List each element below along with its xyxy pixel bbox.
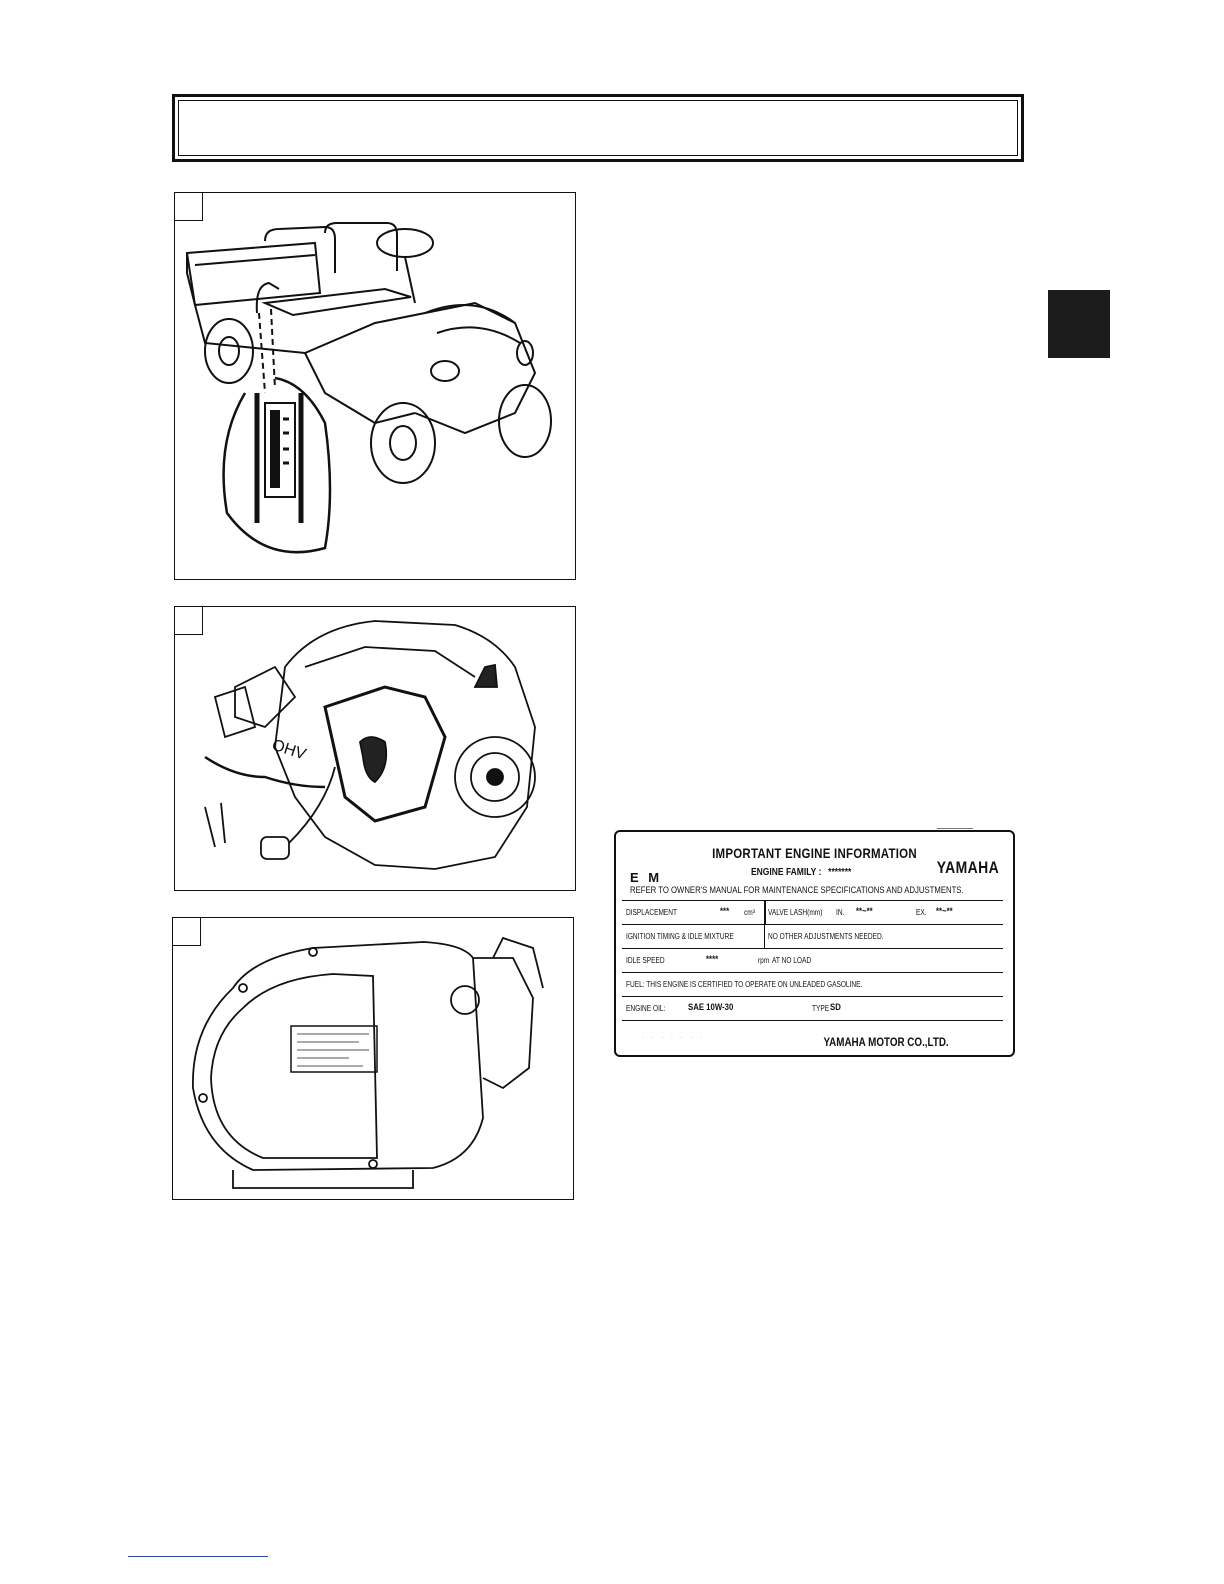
no-other-adjustments: NO OTHER ADJUSTMENTS NEEDED. <box>768 932 884 941</box>
refer-note: REFER TO OWNER'S MANUAL FOR MAINTENANCE SPECIFICATIONS AND ADJUSTMENTS. <box>630 885 964 895</box>
figure-engine <box>174 606 576 891</box>
engine-family-value: ******* <box>828 867 852 878</box>
row-engine-oil <box>622 996 1003 1021</box>
figure-fan-cover <box>172 917 574 1200</box>
emission-info-label <box>614 830 1015 1057</box>
label-fine-print-marks: · · · · · · · <box>642 1035 705 1041</box>
fan-cover-illustration-icon <box>173 918 574 1200</box>
manufacturer-name: YAMAHA MOTOR CO.,LTD. <box>823 1035 949 1049</box>
row-divider <box>764 901 766 924</box>
figure-number-badge <box>175 607 203 635</box>
label-title: IMPORTANT ENGINE INFORMATION <box>712 845 917 861</box>
row-idle-speed <box>622 948 1003 972</box>
oil-type-value: SD <box>830 1002 841 1013</box>
engine-oil-value: SAE 10W-30 <box>688 1002 734 1013</box>
engine-family <box>751 867 851 878</box>
idle-speed-value: **** <box>706 954 719 965</box>
label-top-mark <box>937 828 973 829</box>
oil-type-label: TYPE <box>812 1004 830 1013</box>
brand-logo: YAMAHA <box>936 858 999 877</box>
figure-number-badge <box>175 193 203 221</box>
footer-rule <box>128 1556 268 1557</box>
label-em-code: E M <box>630 870 663 885</box>
ohv-engraving: OHV <box>269 736 308 764</box>
fuel-note: FUEL: THIS ENGINE IS CERTIFIED TO OPERATE ON UNLEADED GASOLINE. <box>626 980 863 989</box>
golf-cart-illustration-icon <box>175 193 576 580</box>
engine-family-label: ENGINE FAMILY : <box>751 867 822 878</box>
figure-golf-cart <box>174 192 576 580</box>
engine-oil-label: ENGINE OIL: <box>626 1004 666 1013</box>
section-title-inner-frame <box>178 100 1018 156</box>
row-ignition <box>622 924 1003 948</box>
displacement-unit: cm³ <box>744 908 755 917</box>
valve-ex-value: **~** <box>936 906 953 917</box>
valve-in-label: IN. <box>836 908 845 917</box>
displacement-label: DISPLACEMENT <box>626 908 678 917</box>
label-spec-table <box>622 900 1003 1021</box>
engine-illustration-icon <box>175 607 576 891</box>
figure-number-badge <box>173 918 201 946</box>
section-title-box <box>172 94 1024 162</box>
row-divider <box>764 925 765 948</box>
chapter-tab <box>1048 290 1110 358</box>
row-fuel <box>622 972 1003 996</box>
idle-speed-label: IDLE SPEED <box>626 956 665 965</box>
valve-in-value: **~** <box>856 906 873 917</box>
displacement-value: *** <box>720 906 730 917</box>
ignition-label: IGNITION TIMING & IDLE MIXTURE <box>626 932 734 941</box>
idle-speed-unit: rpm <box>758 956 770 965</box>
idle-speed-note: AT NO LOAD <box>772 956 812 965</box>
row-displacement <box>622 900 1003 924</box>
valve-ex-label: EX. <box>916 908 927 917</box>
valve-lash-label: VALVE LASH(mm) <box>768 908 823 917</box>
